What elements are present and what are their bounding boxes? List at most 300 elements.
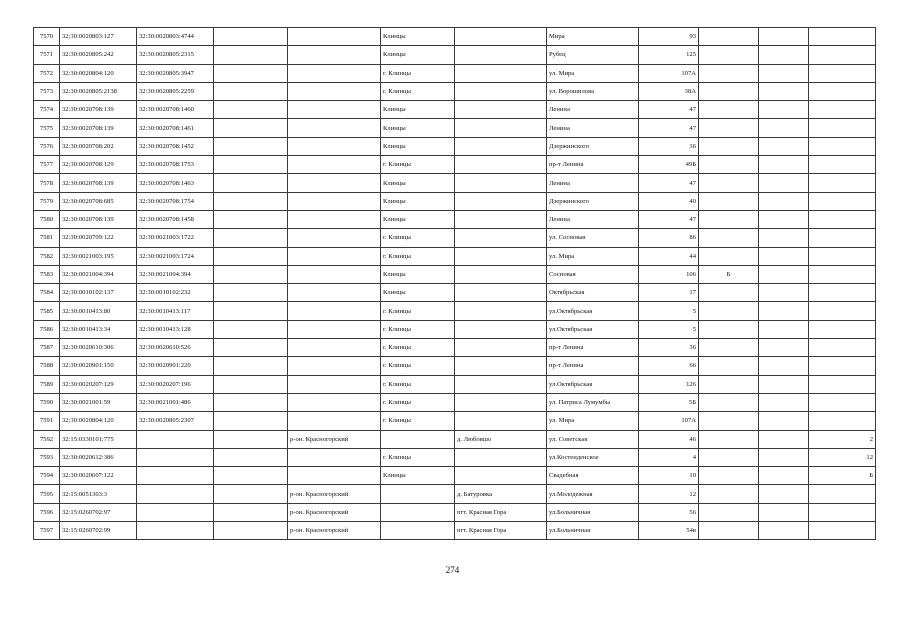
building-letter-cell <box>699 192 759 210</box>
cadastral-number-building: 32:30:0021003:1724 <box>137 247 214 265</box>
table-row <box>34 393 876 411</box>
table-row <box>34 467 876 485</box>
street-cell: ул. Ворошилова <box>547 82 639 100</box>
cadastral-number-parcel: 32:30:0020805:242 <box>60 46 137 64</box>
cadastral-number-parcel: 32:30:0020804:120 <box>60 412 137 430</box>
street-cell: Дзержинского <box>547 137 639 155</box>
table-row <box>34 101 876 119</box>
district-cell <box>288 339 381 357</box>
street-cell: Дзержинского <box>547 192 639 210</box>
settlement-cell <box>455 339 547 357</box>
building-letter-cell <box>699 448 759 466</box>
cadastral-number-building: 32:30:0010413:128 <box>137 320 214 338</box>
cadastral-number-building <box>137 522 214 540</box>
city-cell: Клинцы <box>381 265 455 283</box>
cadastral-number-building: 32:30:0020805:3947 <box>137 64 214 82</box>
cadastral-number-parcel: 32:30:0020708:139 <box>60 119 137 137</box>
district-cell: р-он. Красногорский <box>288 522 381 540</box>
district-cell <box>288 467 381 485</box>
district-cell <box>288 229 381 247</box>
table-row <box>34 192 876 210</box>
cadastral-number-building: 32:30:0020708:1460 <box>137 101 214 119</box>
building-letter-cell <box>699 430 759 448</box>
row-number: 7578 <box>34 174 60 192</box>
settlement-cell <box>455 467 547 485</box>
table-row <box>34 229 876 247</box>
district-cell <box>288 284 381 302</box>
cadastral-number-building: 32:30:0020708:1753 <box>137 156 214 174</box>
building-letter-cell <box>699 64 759 82</box>
row-number: 7597 <box>34 522 60 540</box>
cadastral-number-building <box>137 467 214 485</box>
table-row <box>34 247 876 265</box>
table-row <box>34 522 876 540</box>
cadastral-number-parcel: 32:30:0020708:202 <box>60 137 137 155</box>
house-number-cell: 107А <box>639 412 699 430</box>
cadastral-number-parcel: 32:15:0260702:97 <box>60 503 137 521</box>
house-number-cell: 10 <box>639 467 699 485</box>
building-letter-cell <box>699 82 759 100</box>
city-cell: г. Клинцы <box>381 412 455 430</box>
settlement-cell <box>455 101 547 119</box>
house-number-cell: 4 <box>639 448 699 466</box>
apartment-cell <box>809 393 876 411</box>
cadastral-number-parcel: 32:30:0020708:139 <box>60 174 137 192</box>
building-letter-cell <box>699 156 759 174</box>
settlement-cell <box>455 448 547 466</box>
table-row <box>34 430 876 448</box>
table-row <box>34 284 876 302</box>
row-number: 7580 <box>34 210 60 228</box>
apartment-cell <box>809 485 876 503</box>
house-number-cell: 106 <box>639 265 699 283</box>
city-cell: г. Клинцы <box>381 448 455 466</box>
city-cell: г. Клинцы <box>381 375 455 393</box>
house-number-cell: 66 <box>639 357 699 375</box>
row-number: 7593 <box>34 448 60 466</box>
cadastral-number-building <box>137 503 214 521</box>
city-cell: г. Клинцы <box>381 302 455 320</box>
district-cell <box>288 302 381 320</box>
building-letter-cell <box>699 174 759 192</box>
city-cell: г. Клинцы <box>381 156 455 174</box>
cell-empty <box>214 119 288 137</box>
cell-empty <box>214 448 288 466</box>
apartment-cell <box>809 247 876 265</box>
table-row <box>34 320 876 338</box>
settlement-cell <box>455 375 547 393</box>
cell-empty <box>214 467 288 485</box>
house-number-cell: 93 <box>639 28 699 46</box>
cadastral-number-parcel: 32:30:0021001:59 <box>60 393 137 411</box>
building-letter-cell <box>699 522 759 540</box>
cadastral-number-parcel: 32:15:0051303:3 <box>60 485 137 503</box>
row-number: 7587 <box>34 339 60 357</box>
house-number-cell: 12 <box>639 485 699 503</box>
cadastral-number-building <box>137 430 214 448</box>
cell-empty <box>214 82 288 100</box>
street-cell: Ленина <box>547 119 639 137</box>
cell-empty <box>759 247 809 265</box>
cell-empty <box>214 284 288 302</box>
cell-empty <box>759 137 809 155</box>
house-number-cell: 49Б <box>639 156 699 174</box>
cell-empty <box>759 393 809 411</box>
row-number: 7588 <box>34 357 60 375</box>
cell-empty <box>759 339 809 357</box>
cell-empty <box>214 156 288 174</box>
cell-empty <box>214 357 288 375</box>
house-number-cell: 36 <box>639 339 699 357</box>
cell-empty <box>759 357 809 375</box>
street-cell: пр-т Ленина <box>547 339 639 357</box>
apartment-cell <box>809 284 876 302</box>
settlement-cell <box>455 192 547 210</box>
cadastral-number-building: 32:30:0020803:4744 <box>137 28 214 46</box>
cell-empty <box>759 28 809 46</box>
settlement-cell <box>455 302 547 320</box>
row-number: 7586 <box>34 320 60 338</box>
cadastral-number-parcel: 32:30:0020805:2138 <box>60 82 137 100</box>
district-cell <box>288 119 381 137</box>
cell-empty <box>214 485 288 503</box>
house-number-cell: 38А <box>639 82 699 100</box>
register-table <box>33 27 876 540</box>
row-number: 7585 <box>34 302 60 320</box>
settlement-cell: пгт. Красная Гора <box>455 522 547 540</box>
apartment-cell <box>809 174 876 192</box>
apartment-cell <box>809 101 876 119</box>
city-cell: г. Клинцы <box>381 393 455 411</box>
city-cell: г. Клинцы <box>381 357 455 375</box>
apartment-cell <box>809 302 876 320</box>
cell-empty <box>759 320 809 338</box>
cadastral-number-parcel: 32:15:0330101:775 <box>60 430 137 448</box>
street-cell: ул. Мира <box>547 64 639 82</box>
cadastral-number-parcel: 32:30:0020901:150 <box>60 357 137 375</box>
house-number-cell: 54в <box>639 522 699 540</box>
house-number-cell: 36 <box>639 137 699 155</box>
district-cell <box>288 64 381 82</box>
street-cell: ул.Молодежная <box>547 485 639 503</box>
building-letter-cell <box>699 375 759 393</box>
apartment-cell <box>809 357 876 375</box>
row-number: 7584 <box>34 284 60 302</box>
cell-empty <box>759 302 809 320</box>
cell-empty <box>214 320 288 338</box>
city-cell: Клинцы <box>381 101 455 119</box>
city-cell: Клинцы <box>381 119 455 137</box>
cadastral-number-parcel: 32:30:0010102:137 <box>60 284 137 302</box>
street-cell: Мира <box>547 28 639 46</box>
table-row <box>34 375 876 393</box>
city-cell: Клинцы <box>381 210 455 228</box>
cadastral-number-parcel: 32:30:0020612:386 <box>60 448 137 466</box>
row-number: 7592 <box>34 430 60 448</box>
city-cell: г. Клинцы <box>381 64 455 82</box>
settlement-cell <box>455 284 547 302</box>
district-cell: р-он. Красногорский <box>288 503 381 521</box>
building-letter-cell <box>699 46 759 64</box>
city-cell <box>381 503 455 521</box>
row-number: 7570 <box>34 28 60 46</box>
apartment-cell: 12 <box>809 448 876 466</box>
cell-empty <box>214 137 288 155</box>
cadastral-number-building: 32:30:0020708:1754 <box>137 192 214 210</box>
house-number-cell: 46 <box>639 430 699 448</box>
cadastral-number-parcel: 32:30:0021004:394 <box>60 265 137 283</box>
district-cell: р-он. Красногорский <box>288 430 381 448</box>
table-row <box>34 46 876 64</box>
cadastral-number-building <box>137 485 214 503</box>
cadastral-number-building: 32:30:0010102:232 <box>137 284 214 302</box>
settlement-cell <box>455 137 547 155</box>
table-row <box>34 64 876 82</box>
cadastral-number-building: 32:30:0020805:2259 <box>137 82 214 100</box>
building-letter-cell <box>699 210 759 228</box>
cell-empty <box>759 375 809 393</box>
cell-empty <box>759 156 809 174</box>
cell-empty <box>214 101 288 119</box>
table-row <box>34 448 876 466</box>
city-cell: г. Клинцы <box>381 229 455 247</box>
row-number: 7596 <box>34 503 60 521</box>
apartment-cell <box>809 137 876 155</box>
table-row <box>34 137 876 155</box>
district-cell <box>288 156 381 174</box>
row-number: 7573 <box>34 82 60 100</box>
building-letter-cell <box>699 137 759 155</box>
cadastral-number-building <box>137 448 214 466</box>
cadastral-number-building: 32:30:0020207:196 <box>137 375 214 393</box>
cell-empty <box>214 174 288 192</box>
settlement-cell: д. Батуровка <box>455 485 547 503</box>
city-cell: Клинцы <box>381 46 455 64</box>
building-letter-cell <box>699 467 759 485</box>
cadastral-number-building: 32:30:0020708:1461 <box>137 119 214 137</box>
house-number-cell: 5Б <box>639 393 699 411</box>
table-row <box>34 28 876 46</box>
cell-empty <box>759 430 809 448</box>
cell-empty <box>759 265 809 283</box>
street-cell: ул. Советская <box>547 430 639 448</box>
district-cell <box>288 265 381 283</box>
cadastral-number-parcel: 32:30:0020610:306 <box>60 339 137 357</box>
settlement-cell <box>455 320 547 338</box>
district-cell <box>288 412 381 430</box>
cell-empty <box>214 210 288 228</box>
cadastral-number-building: 32:30:0020708:1458 <box>137 210 214 228</box>
street-cell: ул.Костенденское <box>547 448 639 466</box>
street-cell: ул.Октябрьская <box>547 320 639 338</box>
cell-empty <box>214 375 288 393</box>
district-cell: р-он. Красногорский <box>288 485 381 503</box>
cadastral-number-parcel: 32:30:0020709:122 <box>60 229 137 247</box>
building-letter-cell <box>699 339 759 357</box>
cadastral-number-building: 32:30:0020708:1463 <box>137 174 214 192</box>
street-cell: Сосновая <box>547 265 639 283</box>
cell-empty <box>759 101 809 119</box>
street-cell: ул.Октябрьская <box>547 302 639 320</box>
row-number: 7591 <box>34 412 60 430</box>
district-cell <box>288 320 381 338</box>
row-number: 7581 <box>34 229 60 247</box>
street-cell: Ленина <box>547 210 639 228</box>
city-cell: г. Клинцы <box>381 339 455 357</box>
table-row <box>34 82 876 100</box>
cadastral-number-parcel: 32:30:0020708:129 <box>60 156 137 174</box>
apartment-cell <box>809 82 876 100</box>
table-row <box>34 339 876 357</box>
register-sheet <box>33 27 876 540</box>
cell-empty <box>214 46 288 64</box>
cell-empty <box>759 284 809 302</box>
street-cell: ул.Больничная <box>547 522 639 540</box>
cell-empty <box>214 247 288 265</box>
city-cell: Клинцы <box>381 192 455 210</box>
cell-empty <box>759 412 809 430</box>
street-cell: ул. Мира <box>547 247 639 265</box>
cadastral-number-building: 32:30:0021001:486 <box>137 393 214 411</box>
row-number: 7574 <box>34 101 60 119</box>
district-cell <box>288 82 381 100</box>
cell-empty <box>214 522 288 540</box>
cadastral-number-parcel: 32:30:0010413:34 <box>60 320 137 338</box>
city-cell: Клинцы <box>381 137 455 155</box>
house-number-cell: 40 <box>639 192 699 210</box>
cell-empty <box>759 485 809 503</box>
cell-empty <box>759 522 809 540</box>
building-letter-cell <box>699 503 759 521</box>
district-cell <box>288 137 381 155</box>
settlement-cell <box>455 265 547 283</box>
building-letter-cell <box>699 229 759 247</box>
building-letter-cell <box>699 247 759 265</box>
cell-empty <box>214 28 288 46</box>
house-number-cell: 125 <box>639 46 699 64</box>
settlement-cell <box>455 82 547 100</box>
house-number-cell: 56 <box>639 503 699 521</box>
cadastral-number-parcel: 32:30:0020708:685 <box>60 192 137 210</box>
street-cell: ул. Мира <box>547 412 639 430</box>
cadastral-number-parcel: 32:30:0020708:139 <box>60 101 137 119</box>
district-cell <box>288 210 381 228</box>
cadastral-number-building: 32:30:0020610:526 <box>137 339 214 357</box>
street-cell: Свадебная <box>547 467 639 485</box>
cadastral-number-parcel: 32:30:0020804:120 <box>60 64 137 82</box>
building-letter-cell <box>699 28 759 46</box>
building-letter-cell <box>699 284 759 302</box>
cell-empty <box>214 64 288 82</box>
street-cell: ул.Больничная <box>547 503 639 521</box>
apartment-cell <box>809 320 876 338</box>
district-cell <box>288 357 381 375</box>
street-cell: Ленина <box>547 174 639 192</box>
house-number-cell: 126 <box>639 375 699 393</box>
city-cell: г. Клинцы <box>381 320 455 338</box>
cell-empty <box>214 229 288 247</box>
cell-empty <box>214 339 288 357</box>
cadastral-number-parcel: 32:30:0010413:80 <box>60 302 137 320</box>
building-letter-cell <box>699 101 759 119</box>
apartment-cell <box>809 339 876 357</box>
cadastral-number-building: 32:30:0020901:220 <box>137 357 214 375</box>
row-number: 7577 <box>34 156 60 174</box>
table-row <box>34 503 876 521</box>
cell-empty <box>214 503 288 521</box>
settlement-cell <box>455 210 547 228</box>
cadastral-number-parcel: 32:30:0020207:129 <box>60 375 137 393</box>
district-cell <box>288 192 381 210</box>
street-cell: Ленина <box>547 101 639 119</box>
settlement-cell <box>455 156 547 174</box>
settlement-cell <box>455 393 547 411</box>
row-number: 7594 <box>34 467 60 485</box>
apartment-cell <box>809 192 876 210</box>
city-cell: г. Клинцы <box>381 247 455 265</box>
street-cell: ул. Патриса Лумумбы <box>547 393 639 411</box>
cell-empty <box>759 503 809 521</box>
cell-empty <box>759 174 809 192</box>
city-cell: Клинцы <box>381 28 455 46</box>
building-letter-cell <box>699 119 759 137</box>
cell-empty <box>759 467 809 485</box>
table-row <box>34 265 876 283</box>
house-number-cell: 47 <box>639 101 699 119</box>
apartment-cell <box>809 503 876 521</box>
settlement-cell <box>455 28 547 46</box>
city-cell <box>381 522 455 540</box>
cadastral-number-parcel: 32:30:0020607:122 <box>60 467 137 485</box>
cell-empty <box>759 46 809 64</box>
cell-empty <box>759 64 809 82</box>
apartment-cell <box>809 412 876 430</box>
cell-empty <box>214 192 288 210</box>
cadastral-number-building: 32:30:0020805:2307 <box>137 412 214 430</box>
cell-empty <box>759 210 809 228</box>
settlement-cell <box>455 229 547 247</box>
register-rows <box>34 28 876 540</box>
house-number-cell: 5 <box>639 320 699 338</box>
city-cell: Клинцы <box>381 174 455 192</box>
house-number-cell: 47 <box>639 174 699 192</box>
cell-empty <box>759 119 809 137</box>
building-letter-cell <box>699 357 759 375</box>
district-cell <box>288 393 381 411</box>
apartment-cell <box>809 119 876 137</box>
street-cell: ул.Октябрьская <box>547 375 639 393</box>
apartment-cell <box>809 28 876 46</box>
row-number: 7590 <box>34 393 60 411</box>
city-cell <box>381 485 455 503</box>
cadastral-number-building: 32:30:0020708:1452 <box>137 137 214 155</box>
table-row <box>34 302 876 320</box>
settlement-cell <box>455 247 547 265</box>
house-number-cell: 17 <box>639 284 699 302</box>
settlement-cell <box>455 64 547 82</box>
settlement-cell: пгт. Красная Гора <box>455 503 547 521</box>
settlement-cell <box>455 357 547 375</box>
row-number: 7583 <box>34 265 60 283</box>
apartment-cell <box>809 265 876 283</box>
settlement-cell <box>455 46 547 64</box>
district-cell <box>288 448 381 466</box>
building-letter-cell <box>699 302 759 320</box>
cadastral-number-building: 32:30:0010413:117 <box>137 302 214 320</box>
house-number-cell: 86 <box>639 229 699 247</box>
district-cell <box>288 46 381 64</box>
building-letter-cell: Б <box>699 265 759 283</box>
